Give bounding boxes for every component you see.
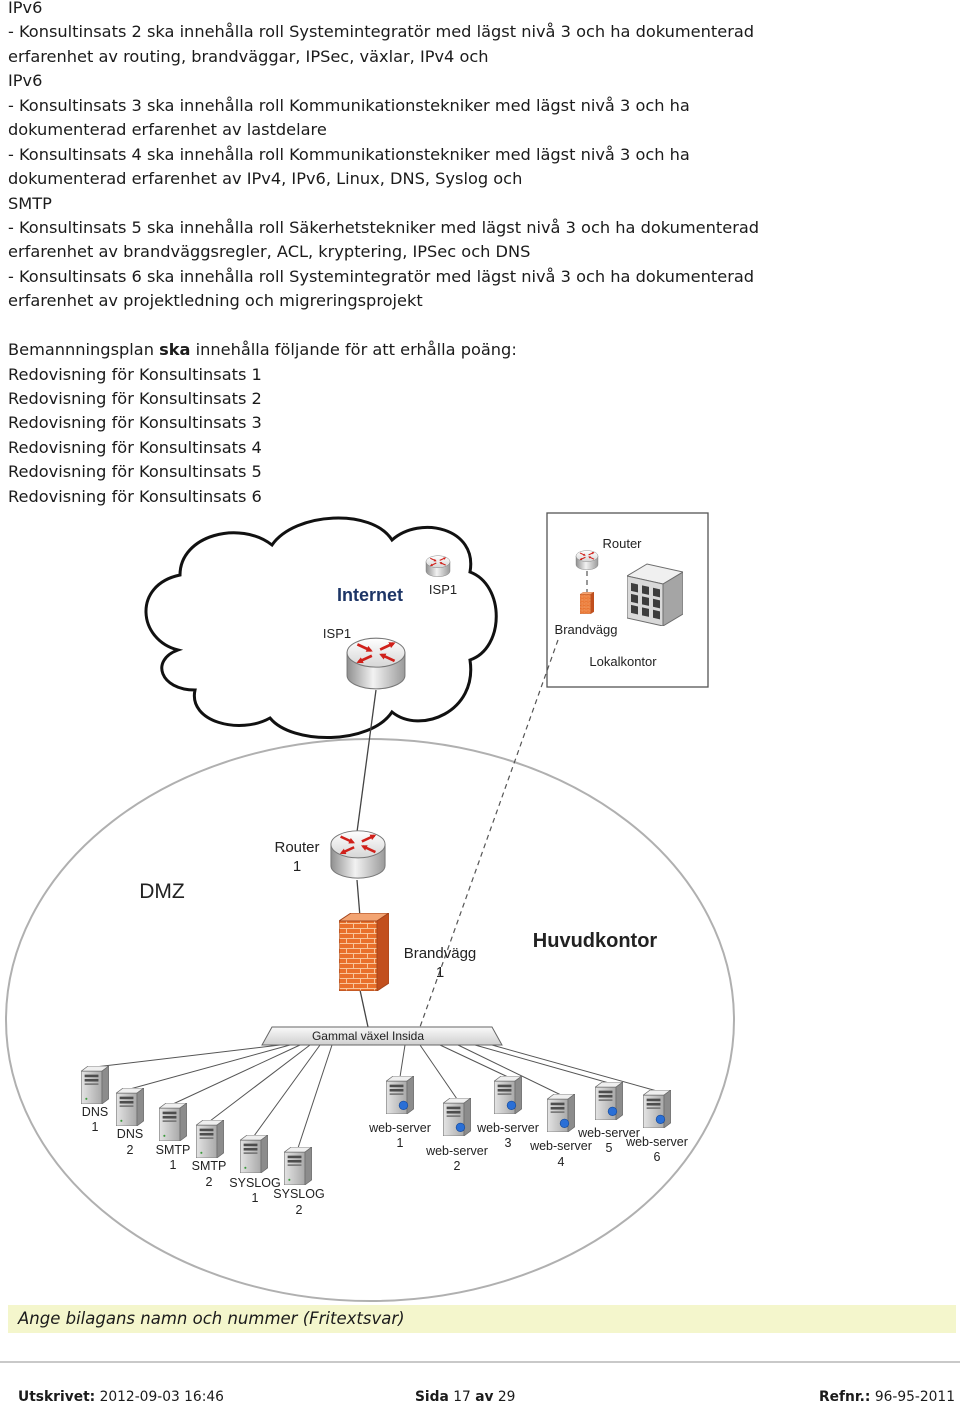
network-diagram	[0, 505, 740, 1305]
firewall-1-number: 1	[435, 964, 445, 981]
router-to-firewall-link	[357, 880, 360, 917]
staffing-plan-item: Redovisning för Konsultinsats 5	[8, 462, 262, 482]
footer-divider	[0, 1361, 960, 1363]
web-server-label-name: web-server	[578, 1126, 640, 1140]
web-server-icon	[386, 1076, 414, 1114]
isp1-router-icon	[347, 638, 405, 689]
body-line: - Konsultinsats 5 ska innehålla roll Säkerhetstekniker med lägst nivå 3 och ha dokumenterad	[8, 217, 760, 237]
staffing-plan-intro	[8, 338, 759, 362]
footer-page-number	[415, 1388, 515, 1406]
router-1-number: 1	[292, 858, 302, 875]
server-label-number: 2	[126, 1143, 134, 1157]
staffing-plan-item: Redovisning för Konsultinsats 1	[8, 364, 262, 384]
web-server-icon	[494, 1076, 522, 1114]
server-label-name: SYSLOG	[229, 1176, 281, 1190]
body-line: dokumenterad erfarenhet av lastdelare	[8, 120, 327, 140]
page-label: Sida	[415, 1389, 449, 1405]
web-server-label-name: web-server	[477, 1121, 539, 1135]
server-label-name: SMTP	[191, 1159, 227, 1173]
server-link-line	[420, 1045, 457, 1099]
syslog-server-icon	[240, 1135, 268, 1173]
ref-label: Refnr.:	[819, 1389, 871, 1405]
body-line: erfarenhet av projektledning och migreringsprojekt	[8, 291, 423, 311]
server-label-number: 1	[251, 1191, 259, 1205]
web-server-label-name: web-server	[626, 1135, 688, 1149]
branch-router-icon	[576, 551, 598, 570]
paragraph-gap	[8, 314, 759, 338]
branch-router-label: Router	[602, 536, 642, 551]
internet-label: Internet	[336, 585, 404, 605]
intro-emphasis: ska	[159, 340, 191, 360]
server-link-line	[254, 1045, 320, 1136]
body-line: - Konsultinsats 4 ska innehålla roll Kommunikationstekniker med lägst nivå 3 och ha	[8, 144, 690, 164]
footer-reference	[819, 1388, 955, 1406]
printed-value: 2012-09-03 16:46	[99, 1389, 224, 1405]
firewall-1-name: Brandvägg	[403, 945, 477, 962]
switch-label: Gammal växel Insida	[311, 1029, 425, 1043]
web-server-label-name: web-server	[369, 1121, 431, 1135]
web-server-icon	[643, 1090, 671, 1128]
page-total: 29	[497, 1389, 516, 1405]
server-link-line	[95, 1045, 280, 1067]
web-server-icon	[595, 1082, 623, 1120]
body-line: IPv6	[8, 71, 43, 91]
server-label-number: 1	[169, 1158, 177, 1172]
smtp-server-icon	[196, 1120, 224, 1158]
hq-label: Huvudkontor	[532, 930, 658, 952]
web-server-label-number: 5	[605, 1141, 613, 1155]
answer-field-header	[8, 1305, 956, 1333]
staffing-plan-item: Redovisning för Konsultinsats 3	[8, 413, 262, 433]
internet-cloud-icon	[146, 518, 496, 738]
server-label-number: 2	[205, 1175, 213, 1189]
router-1-name: Router	[274, 839, 320, 856]
ref-value: 96-95-2011	[874, 1389, 955, 1405]
server-link-line	[400, 1045, 405, 1077]
answer-field-label: Ange bilagans namn och nummer (Fritextsvar)	[18, 1309, 405, 1328]
web-server-label-number: 2	[453, 1159, 461, 1173]
server-label-number: 1	[91, 1120, 99, 1134]
firewall-to-switch-link	[360, 990, 368, 1027]
staffing-plan-item: Redovisning för Konsultinsats 4	[8, 437, 262, 457]
smtp-server-icon	[159, 1103, 187, 1141]
body-line: - Konsultinsats 6 ska innehålla roll Systemintegratör med lägst nivå 3 och ha dokumenterad	[8, 266, 755, 286]
branch-site-label: Lokalkontor	[589, 654, 657, 669]
isp1-main-label: ISP1	[322, 626, 352, 641]
web-server-icon	[443, 1098, 471, 1136]
isp1-router-small-icon	[426, 556, 450, 577]
server-link-line	[130, 1045, 290, 1089]
router-icon	[331, 831, 385, 878]
body-line: SMTP	[8, 193, 52, 213]
dns-server-icon	[81, 1066, 109, 1104]
web-server-label-number: 3	[504, 1136, 512, 1150]
server-label-name: DNS	[81, 1105, 109, 1119]
dns-server-icon	[116, 1088, 144, 1126]
body-line: erfarenhet av brandväggsregler, ACL, kryptering, IPSec och DNS	[8, 242, 531, 262]
server-label-name: DNS	[116, 1127, 144, 1141]
dmz-label: DMZ	[139, 880, 185, 903]
server-label-name: SYSLOG	[273, 1187, 325, 1201]
footer-printed	[18, 1388, 224, 1406]
staffing-plan-item: Redovisning för Konsultinsats 2	[8, 389, 262, 408]
web-server-label-name: web-server	[530, 1139, 592, 1153]
server-link-line	[298, 1045, 332, 1148]
server-link-line	[210, 1045, 310, 1121]
web-server-label-name: web-server	[426, 1144, 488, 1158]
server-label-number: 2	[295, 1203, 303, 1217]
web-server-label-number: 4	[557, 1155, 565, 1169]
intro-end: innehålla följande för att erhålla poäng:	[195, 340, 517, 360]
branch-firewall-label: Brandvägg	[554, 622, 618, 637]
building-icon	[627, 564, 683, 626]
page-of-label: av	[475, 1389, 494, 1405]
web-server-label-number: 1	[396, 1136, 404, 1150]
page-number: 17	[453, 1389, 471, 1405]
intro-start: Bemannningsplan	[8, 340, 154, 360]
server-link-line	[440, 1045, 508, 1077]
web-server-label-number: 6	[653, 1150, 661, 1164]
web-server-labels	[368, 1121, 688, 1173]
server-label-name: SMTP	[155, 1143, 191, 1157]
branch-firewall-icon	[580, 592, 594, 614]
body-line: erfarenhet av routing, brandväggar, IPSec, växlar, IPv4 och	[8, 46, 489, 66]
isp1-top-label: ISP1	[428, 582, 458, 597]
huvudkontor-zone-outline	[6, 739, 734, 1301]
body-line: - Konsultinsats 3 ska innehålla roll Kommunikationstekniker med lägst nivå 3 och ha	[8, 95, 690, 115]
server-link-line	[173, 1045, 300, 1104]
staffing-plan-item: Redovisning för Konsultinsats 6	[8, 486, 262, 506]
requirements-text	[8, 0, 759, 509]
printed-label: Utskrivet:	[18, 1389, 96, 1405]
server-link-line	[475, 1045, 609, 1083]
syslog-server-icon	[284, 1147, 312, 1185]
firewall-icon	[339, 913, 389, 991]
web-server-icon	[547, 1094, 575, 1132]
body-line: dokumenterad erfarenhet av IPv4, IPv6, Linux, DNS, Syslog och	[8, 169, 523, 189]
body-line: IPv6	[8, 0, 43, 17]
body-line: - Konsultinsats 2 ska innehålla roll Systemintegratör med lägst nivå 3 och ha dokumenterad	[8, 22, 755, 42]
